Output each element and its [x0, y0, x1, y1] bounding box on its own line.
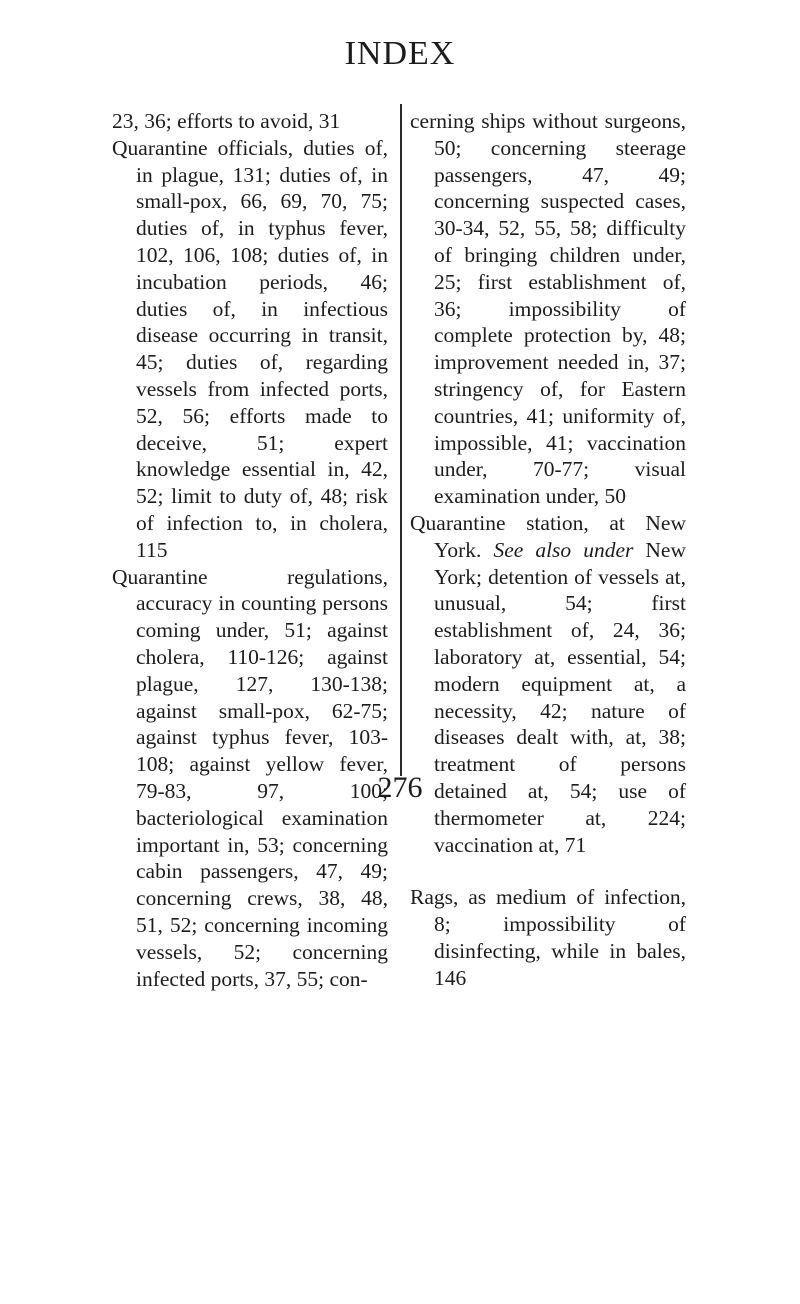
right-column — [410, 108, 686, 992]
index-entry-quarantine-station — [410, 510, 686, 858]
left-column — [112, 108, 388, 992]
page-number: 276 — [377, 771, 423, 804]
index-entry-rags: Rags, as medium of infection, 8; impossibility of disinfecting, while in bales, 146 — [410, 885, 686, 990]
index-entry-regulations-continued: cerning ships without surgeons, 50; concerning steerage passengers, 47, 49; concerning suspected cases, 30-34, 52, 55, 58; difficulty of bringing children under, 25; first establishment of, 36; impossibility of complete protection by, 48; improvement needed in, 37; stringency of, for Eastern countries, 41; uniformity of, impossible, 41; vaccination under, 70-77; visual examination under, 50 — [410, 109, 686, 509]
station-entry-text: New York; detention of vessels at, unusual, 54; first establishment of, 24, 36; laboratory at, essential, 54; modern equipment at, a necessity, 42; nature of diseases dealt with, at, 38; treatment of persons detained at, 54; use of thermometer at, 224; vaccination at, 71 — [434, 537, 686, 857]
index-entry-continuation: 23, 36; efforts to avoid, 31 — [112, 109, 341, 133]
see-also-reference: See also under — [493, 537, 634, 562]
station-lead-text: Quarantine station, at New York. — [410, 510, 686, 562]
index-entry-quarantine-regulations: Quarantine regulations, accuracy in counting persons coming under, 51; against cholera, 110-126; against plague, 127, 130-138; against small-pox, 62-75; against typhus fever, 103-108; against yellow fever, 79-83, 97, 100; bacteriological examination important in, 53; concerning cabin passengers, 47, 49; concerning crews, 38, 48, 51, 52; concerning incoming vessels, 52; concerning infected ports, 37, 55; con- — [112, 564, 388, 991]
index-entry-quarantine-officials: Quarantine officials, duties of, in plague, 131; duties of, in small-pox, 66, 69, 70, 75; duties of, in typhus fever, 102, 106, 108; duties of, in incubation periods, 46; duties of, in infectious disease occurring in transit, 45; duties of, regarding vessels from infected ports, 52, 56; efforts made to deceive, 51; expert knowledge essential in, 42, 52; limit to duty of, 48; risk of infection to, in cholera, 115 — [112, 135, 388, 562]
page-title: INDEX — [344, 35, 456, 72]
column-divider — [400, 104, 402, 776]
